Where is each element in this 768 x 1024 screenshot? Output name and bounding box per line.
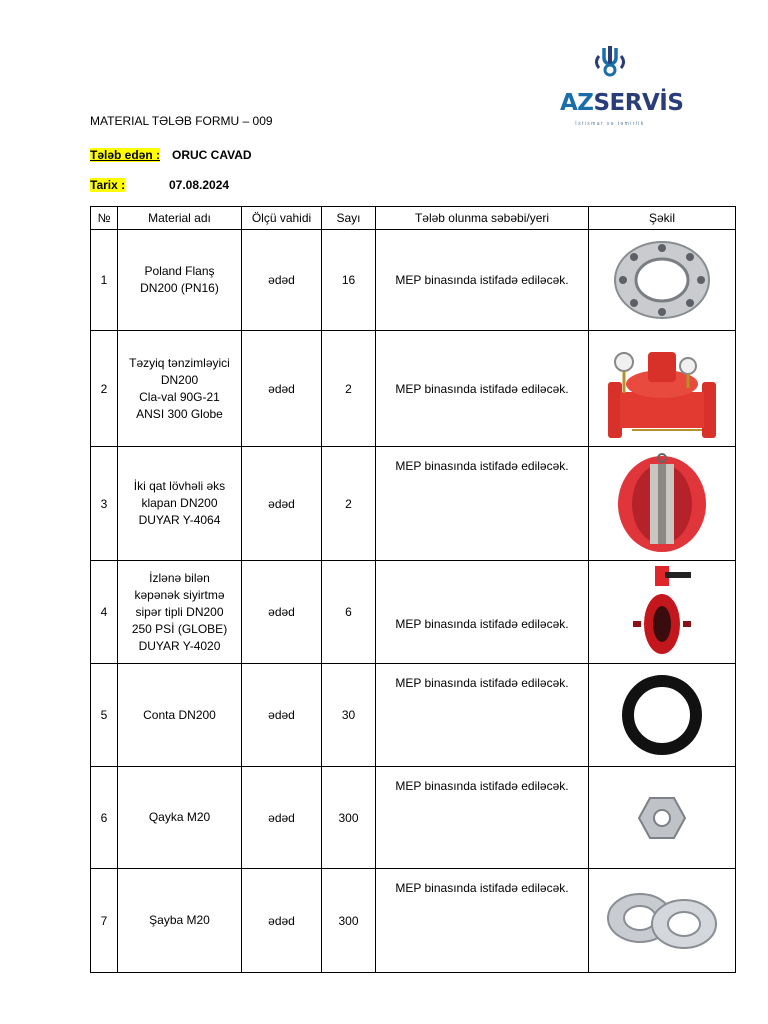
table-row: [91, 447, 736, 561]
col-unit-header: Ölçü vahidi: [242, 207, 322, 230]
hex-nut-icon: [637, 795, 687, 841]
washer-icon: [604, 888, 720, 954]
pressure-valve-icon: [602, 334, 722, 444]
form-title: MATERIAL TƏLƏB FORMU – 009: [90, 114, 273, 128]
col-material-header: Material adı: [118, 207, 242, 230]
unit: ədəd: [242, 331, 322, 447]
date-label: Tarix :: [90, 178, 126, 192]
reason: MEP binasında istifadə ediləcək.: [376, 230, 589, 331]
company-logo: [560, 44, 684, 134]
flange-icon: [612, 238, 712, 322]
row-number: 3: [91, 447, 118, 561]
quantity: 6: [322, 561, 376, 664]
reason: MEP binasında istifadə ediləcək.: [376, 869, 589, 973]
unit: ədəd: [242, 561, 322, 664]
col-number-header: №: [91, 207, 118, 230]
quantity: 2: [322, 447, 376, 561]
reason: MEP binasında istifadə ediləcək.: [376, 664, 589, 767]
row-number: 5: [91, 664, 118, 767]
table-row: [91, 561, 736, 664]
unit: ədəd: [242, 447, 322, 561]
gasket-icon: [620, 673, 704, 757]
unit: ədəd: [242, 869, 322, 973]
row-number: 4: [91, 561, 118, 664]
table-row: [91, 869, 736, 973]
unit: ədəd: [242, 664, 322, 767]
table-header-row: [91, 207, 736, 230]
logo-text: AZSERVİS: [560, 90, 684, 116]
material-name: Qayka M20: [118, 767, 242, 869]
material-name: Poland Flanş DN200 (PN16): [118, 230, 242, 331]
date-value: 07.08.2024: [169, 178, 230, 192]
material-name: Şayba M20: [118, 869, 242, 973]
row-number: 6: [91, 767, 118, 869]
materials-table: [90, 206, 736, 973]
col-reason-header: Tələb olunma səbəbi/yeri: [376, 207, 589, 230]
material-image: [589, 869, 736, 973]
reason: MEP binasında istifadə ediləcək.: [376, 447, 589, 561]
material-image: [589, 447, 736, 561]
material-image: [589, 561, 736, 664]
material-image: [589, 331, 736, 447]
logo-tagline: İstismar və təmirlik: [575, 121, 645, 127]
table-row: [91, 230, 736, 331]
reason: MEP binasında istifadə ediləcək.: [376, 331, 589, 447]
material-image: [589, 767, 736, 869]
butterfly-valve-icon: [627, 562, 697, 662]
wrench-tap-icon: [590, 44, 630, 84]
material-name: İzlənə bilən kəpənək siyirtmə sipər tipli DN200 250 PSİ (GLOBE) DUYAR Y-4020: [118, 561, 242, 664]
check-valve-icon: [614, 452, 710, 556]
requester-value: ORUC CAVAD: [172, 148, 252, 162]
row-number: 7: [91, 869, 118, 973]
material-image: [589, 664, 736, 767]
table-row: [91, 664, 736, 767]
table-row: [91, 767, 736, 869]
row-number: 2: [91, 331, 118, 447]
material-image: [589, 230, 736, 331]
quantity: 30: [322, 664, 376, 767]
quantity: 300: [322, 767, 376, 869]
table-row: [91, 331, 736, 447]
quantity: 16: [322, 230, 376, 331]
requester-label: Tələb edən :: [90, 148, 161, 162]
quantity: 2: [322, 331, 376, 447]
reason: MEP binasında istifadə ediləcək.: [376, 561, 589, 664]
material-name: İki qat lövhəli əks klapan DN200 DUYAR Y-4064: [118, 447, 242, 561]
reason: MEP binasında istifadə ediləcək.: [376, 767, 589, 869]
material-name: Conta DN200: [118, 664, 242, 767]
row-number: 1: [91, 230, 118, 331]
quantity: 300: [322, 869, 376, 973]
unit: ədəd: [242, 767, 322, 869]
col-qty-header: Sayı: [322, 207, 376, 230]
material-name: Təzyiq tənzimləyici DN200 Cla-val 90G-21 ANSI 300 Globe: [118, 331, 242, 447]
col-image-header: Şəkil: [589, 207, 736, 230]
unit: ədəd: [242, 230, 322, 331]
